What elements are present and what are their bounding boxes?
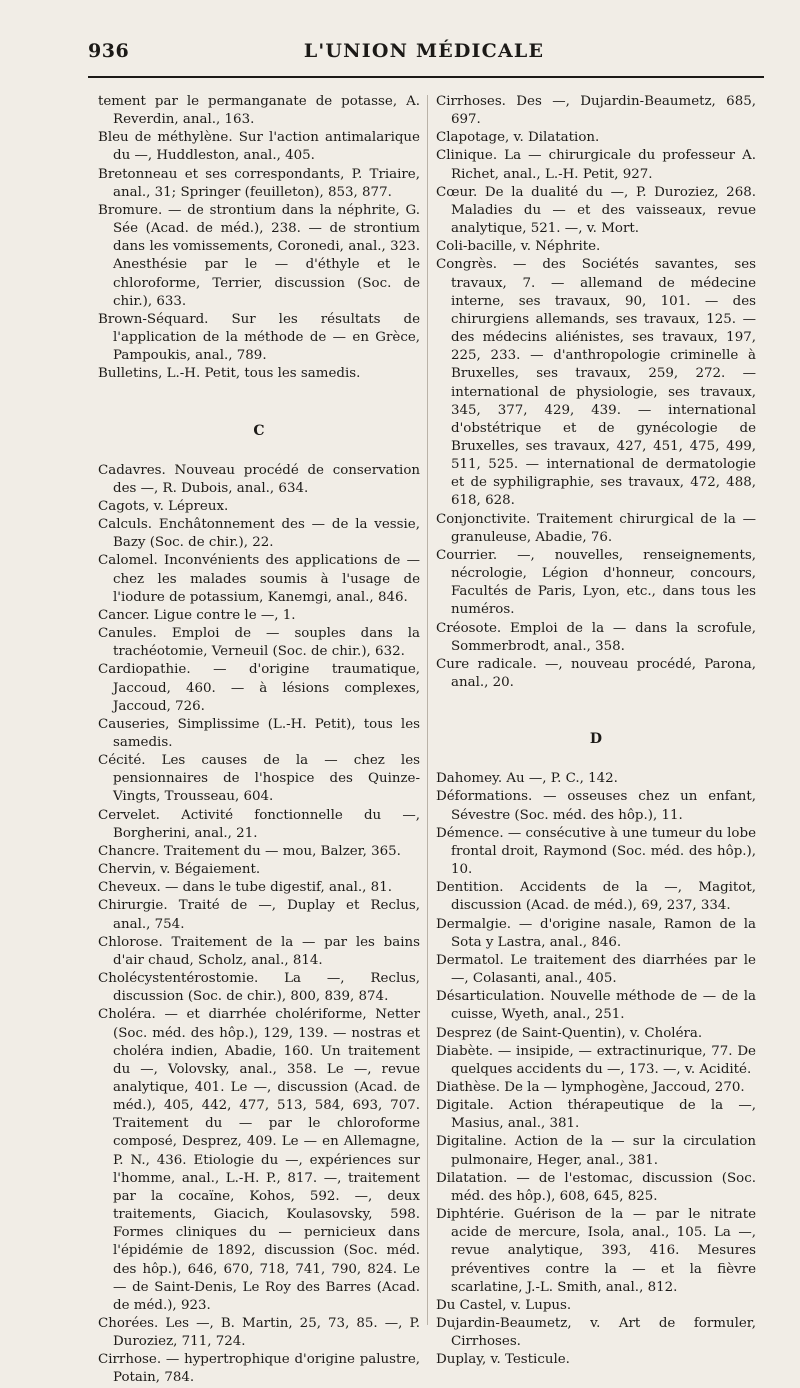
index-entry: Cheveux. — dans le tube digestif, anal., 81. xyxy=(98,880,392,896)
section-letter-d: D xyxy=(589,731,603,748)
index-entry: Chervin, v. Bégaiement. xyxy=(98,862,261,878)
index-entry: Diphtérie. Guérison de la — par le nitrate acide de mercure, Isola, anal., 105. La —, revue analytique, 393, 416. Mesures préventives contre la — et la fièvre scarlatine, J.-L. Smith, anal., 812. xyxy=(436,1207,756,1295)
index-entry: Duplay, v. Testicule. xyxy=(436,1352,570,1368)
index-entry: Cœur. De la dualité du —, P. Duroziez, 268. Maladies du — et des vaisseaux, revue analytique, 521. —, v. Mort. xyxy=(436,184,756,237)
index-entry: Dahomey. Au —, P. C., 142. xyxy=(436,771,618,787)
index-entry: Cirrhose. — hypertrophique d'origine palustre, Potain, 784. xyxy=(98,1352,420,1386)
index-entry: tement par le permanganate de potasse, A. Reverdin, anal., 163. xyxy=(98,94,420,128)
index-entry: Cholécystentérostomie. La —, Reclus, discussion (Soc. de chir.), 800, 839, 874. xyxy=(98,971,420,1005)
index-entry: Chlorose. Traitement de la — par les bains d'air chaud, Scholz, anal., 814. xyxy=(98,934,420,968)
index-entry: Conjonctivite. Traitement chirurgical de la — granuleuse, Abadie, 76. xyxy=(436,511,756,545)
index-entry: Bleu de méthylène. Sur l'action antimalarique du —, Huddleston, anal., 405. xyxy=(98,130,420,164)
right-column xyxy=(436,93,756,1369)
page-header xyxy=(88,40,760,80)
index-entry: Courrier. —, nouvelles, renseignements, nécrologie, Légion d'honneur, concours, Facultés de Paris, Lyon, etc., dans tous les numéros. xyxy=(436,547,756,618)
index-entry: Cure radicale. —, nouveau procédé, Parona, anal., 20. xyxy=(436,656,756,690)
index-entry: Choléra. — et diarrhée cholériforme, Netter (Soc. méd. des hôp.), 129, 139. — nostras et choléra indien, Abadie, 160. Un traitement du —, Volovsky, anal., 358. Le —, revue analytique, 401. Le —, discussion (Acad. de méd.), 405, 442, 477, 513, 584, 693, 707. Traitement du — par le chloroforme composé, Desprez, 409. Le — en Allemagne, P. N., 436. Etiologie du —, expériences sur l'homme, anal., L.-H. P., 817. —, traitement par la cocaïne, Kohos, 592. —, deux traitements, Giacich, Koulasovsky, 598. Formes cliniques du — pernicieux dans l'épidémie de 1892, discussion (Soc. méd. des hôp.), 646, 670, 718, 741, 790, 824. Le — de Saint-Denis, Le Roy des Barres (Acad. de méd.), 923. xyxy=(98,1007,420,1313)
section-letter-c: C xyxy=(253,422,265,439)
index-entry: Bromure. — de strontium dans la néphrite, G. Sée (Acad. de méd.), 238. — de strontium dans les vomissements, Coronedi, anal., 323. Anesthésie par le — d'éthyle et le chloroforme, Terrier, discussion (Soc. de chir.), 633. xyxy=(98,202,420,309)
index-entry: Diabète. — insipide, — extractinurique, 77. De quelques accidents du —, 173. —, v. Acidité. xyxy=(436,1043,756,1077)
index-entry: Chancre. Traitement du — mou, Balzer, 365. xyxy=(98,843,401,859)
page-number: 936 xyxy=(88,40,130,62)
index-entry: Calculs. Enchâtonnement des — de la vessie, Bazy (Soc. de chir.), 22. xyxy=(98,517,420,551)
index-entry: Dujardin-Beaumetz, v. Art de formuler, Cirrhoses. xyxy=(436,1316,756,1350)
index-entry: Du Castel, v. Lupus. xyxy=(436,1297,572,1313)
index-entry: Démence. — consécutive à une tumeur du lobe frontal droit, Raymond (Soc. méd. des hôp.), 10. xyxy=(436,825,756,878)
index-entry: Cadavres. Nouveau procédé de conservation des —, R. Dubois, anal., 634. xyxy=(98,462,420,496)
index-entry: Chorées. Les —, B. Martin, 25, 73, 85. —, P. Duroziez, 711, 724. xyxy=(98,1316,420,1350)
index-entry: Dentition. Accidents de la —, Magitot, discussion (Acad. de méd.), 69, 237, 334. xyxy=(436,880,756,914)
index-entry: Dilatation. — de l'estomac, discussion (Soc. méd. des hôp.), 608, 645, 825. xyxy=(436,1170,756,1204)
index-entry: Dermatol. Le traitement des diarrhées par le —, Colasanti, anal., 405. xyxy=(436,952,756,987)
index-entry: Digitaline. Action de la — sur la circulation pulmonaire, Heger, anal., 381. xyxy=(436,1134,756,1168)
index-entry: Bulletins, L.-H. Petit, tous les samedis. xyxy=(98,366,361,382)
index-entry: Diathèse. De la — lymphogène, Jaccoud, 270. xyxy=(436,1079,745,1095)
index-entry: Cervelet. Activité fonctionnelle du —, Borgherini, anal., 21. xyxy=(98,807,420,841)
index-entry: Cirrhoses. Des —, Dujardin-Beaumetz, 685, 697. xyxy=(436,94,756,128)
index-entry: Calomel. Inconvénients des applications de — chez les malades soumis à l'usage de l'iodure de potassium, Kanemgi, anal., 846. xyxy=(98,553,420,605)
running-title: L'UNION MÉDICALE xyxy=(303,40,545,62)
index-entry: Cardiopathie. — d'origine traumatique, Jaccoud, 460. — à lésions complexes, Jaccoud, 726. xyxy=(98,662,420,714)
index-entry: Canules. Emploi de — souples dans la trachéotomie, Verneuil (Soc. de chir.), 632. xyxy=(98,626,420,660)
index-entry: Causeries, Simplissime (L.-H. Petit), tous les samedis. xyxy=(98,716,420,750)
index-entry: Créosote. Emploi de la — dans la scrofule, Sommerbrodt, anal., 358. xyxy=(436,620,756,654)
index-entry: Désarticulation. Nouvelle méthode de — de la cuisse, Wyeth, anal., 251. xyxy=(436,989,756,1023)
index-entry: Dermalgie. — d'origine nasale, Ramon de la Sota y Lastra, anal., 846. xyxy=(436,916,756,950)
header-rule xyxy=(88,76,764,78)
index-entry: Clapotage, v. Dilatation. xyxy=(436,130,600,146)
index-entry: Bretonneau et ses correspondants, P. Triaire, anal., 31; Springer (feuilleton), 853, 877. xyxy=(98,166,420,200)
index-entry: Clinique. La — chirurgicale du professeur A. Richet, anal., L.-H. Petit, 927. xyxy=(436,148,756,182)
index-entry: Cancer. Ligue contre le —, 1. xyxy=(98,607,296,623)
index-entry: Coli-bacille, v. Néphrite. xyxy=(436,239,601,255)
index-entry: Déformations. — osseuses chez un enfant, Sévestre (Soc. méd. des hôp.), 11. xyxy=(436,789,756,823)
index-entry: Desprez (de Saint-Quentin), v. Choléra. xyxy=(436,1025,703,1041)
index-entry: Congrès. — des Sociétés savantes, ses travaux, 7. — allemand de médecine interne, ses travaux, 90, 101. — des chirurgiens allemands, ses travaux, 125. — des médecins aliénistes, ses travaux, 197, 225, 233. — d'anthropologie criminelle à Bruxelles, ses travaux, 259, 272. — international de physiologie, ses travaux, 345, 377, 429, 439. — international d'obstétrique et de gynécologie de Bruxelles, ses travaux, 427, 451, 475, 499, 511, 525. — international de dermatologie et de syphiligraphie, ses travaux, 472, 488, 618, 628. xyxy=(436,257,756,509)
index-entry: Brown-Séquard. Sur les résultats de l'application de la méthode de — en Grèce, Pampoukis, anal., 789. xyxy=(98,311,420,364)
index-entry: Digitale. Action thérapeutique de la —, Masius, anal., 381. xyxy=(436,1098,756,1132)
index-entry: Chirurgie. Traité de —, Duplay et Reclus, anal., 754. xyxy=(98,898,420,932)
index-entry: Cagots, v. Lépreux. xyxy=(98,498,229,514)
column-divider xyxy=(427,95,428,1325)
left-column xyxy=(98,93,420,1388)
index-entry: Cécité. Les causes de la — chez les pensionnaires de l'hospice des Quinze-Vingts, Trousseau, 604. xyxy=(98,753,420,805)
